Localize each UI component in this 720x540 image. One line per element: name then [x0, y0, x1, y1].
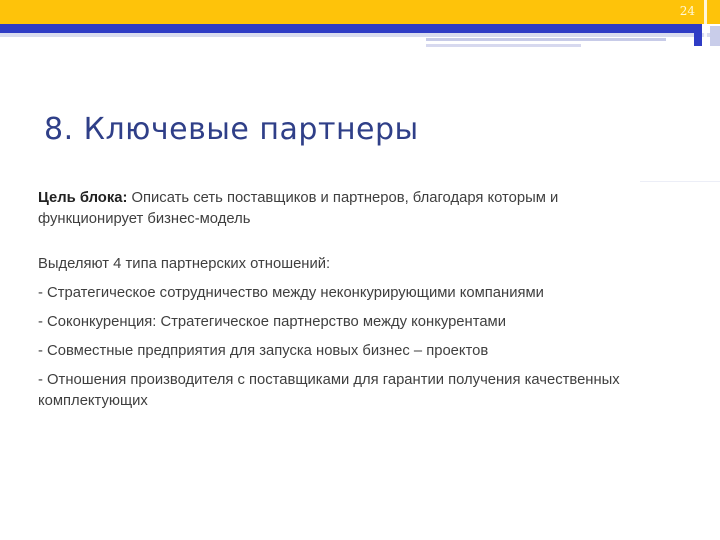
header-rule-1 [426, 38, 666, 41]
list-item: - Отношения производителя с поставщиками для гарантии получения качественных комплектующих [38, 372, 620, 409]
list-item: - Стратегическое сотрудничество между неконкурирующими компаниями [38, 285, 544, 301]
list-item: - Совместные предприятия для запуска новых бизнес – проектов [38, 343, 489, 359]
slide-body [38, 188, 658, 420]
page-number: 24 [679, 4, 695, 18]
intro-label: Цель блока: [38, 190, 128, 206]
header-band-blue [0, 24, 700, 33]
header-right-separator [704, 0, 707, 46]
header-band-light [0, 33, 720, 37]
intro-text: Описать сеть поставщиков и партнеров, благодаря которым и функционирует бизнес-модель [38, 190, 559, 227]
slide-title: 8. Ключевые партнеры [44, 112, 419, 147]
header-right-tab [710, 26, 720, 46]
title-rule [640, 181, 720, 182]
header-rule-2 [426, 44, 581, 47]
header-band-yellow [0, 0, 720, 24]
intro-paragraph [38, 188, 658, 230]
header-right-bar [694, 24, 702, 46]
list-item: - Соконкуренция: Стратегическое партнерство между конкурентами [38, 314, 506, 330]
section-heading: Выделяют 4 типа партнерских отношений: [38, 256, 331, 272]
